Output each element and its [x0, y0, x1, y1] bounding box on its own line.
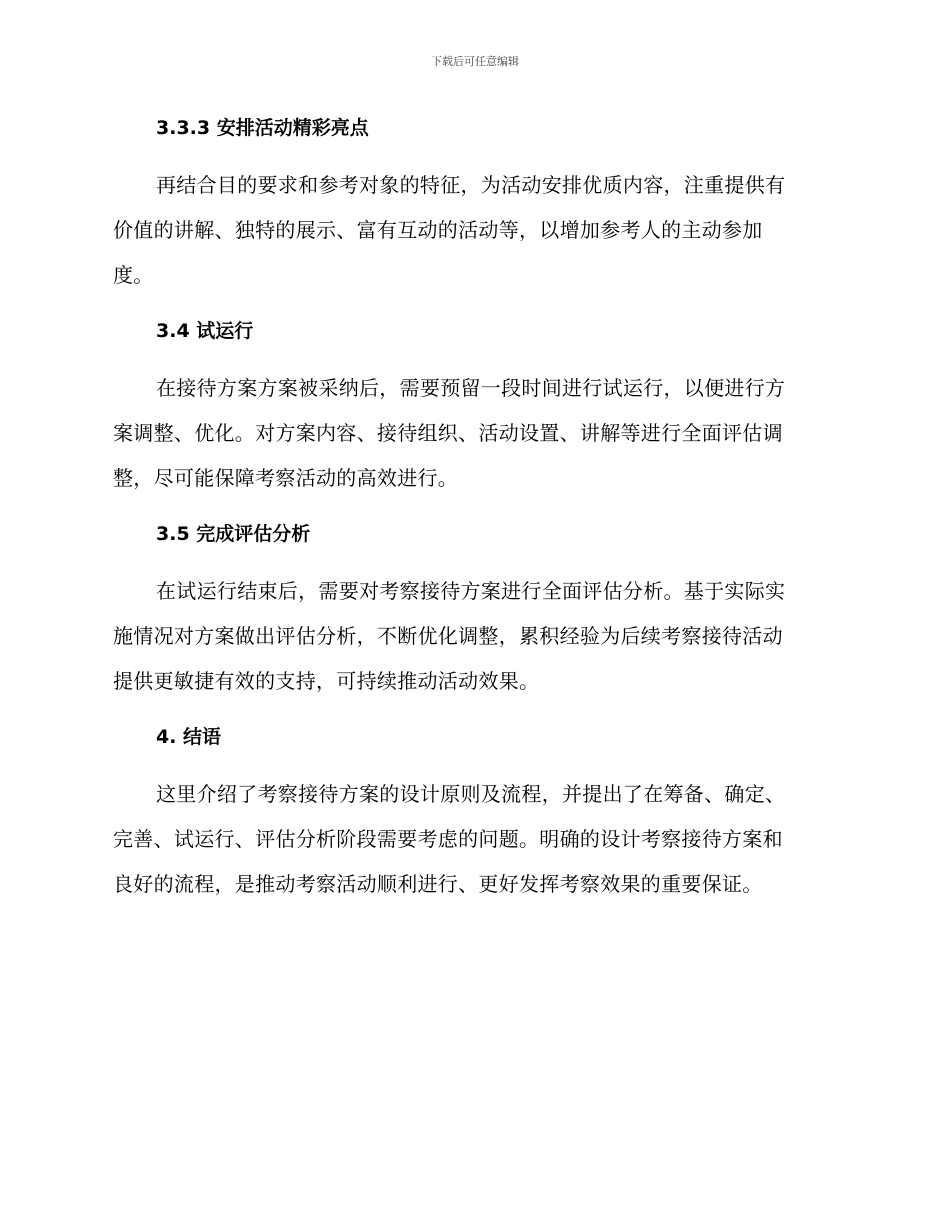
section-heading: 4. 结语	[156, 726, 222, 748]
paragraph-line: 在接待方案方案被采纳后，需要预留一段时间进行试运行，以便进行方	[156, 376, 786, 400]
section-paragraph	[113, 163, 833, 298]
section-heading: 3.5 完成评估分析	[156, 523, 311, 545]
section-paragraph	[113, 366, 833, 501]
paragraph-line: 度。	[113, 263, 154, 287]
section-heading: 3.4 试运行	[156, 320, 254, 342]
section-paragraph	[113, 772, 833, 907]
paragraph-line: 完善、试运行、评估分析阶段需要考虑的问题。明确的设计考察接待方案和	[113, 827, 783, 851]
section-paragraph	[113, 569, 833, 704]
page-header: 下载后可任意编辑	[431, 55, 519, 68]
paragraph-line: 再结合目的要求和参考对象的特征，为活动安排优质内容，注重提供有	[156, 173, 786, 197]
document-body	[113, 113, 833, 925]
paragraph-line: 在试运行结束后，需要对考察接待方案进行全面评估分析。基于实际实	[156, 579, 786, 603]
paragraph-line: 提供更敏捷有效的支持，可持续推动活动效果。	[113, 669, 540, 693]
paragraph-line: 良好的流程，是推动考察活动顺利进行、更好发挥考察效果的重要保证。	[113, 872, 763, 896]
paragraph-line: 这里介绍了考察接待方案的设计原则及流程，并提出了在筹备、确定、	[156, 782, 786, 806]
paragraph-line: 案调整、优化。对方案内容、接待组织、活动设置、讲解等进行全面评估调	[113, 421, 783, 445]
paragraph-line: 整，尽可能保障考察活动的高效进行。	[113, 466, 459, 490]
paragraph-line: 施情况对方案做出评估分析，不断优化调整，累积经验为后续考察接待活动	[113, 624, 783, 648]
paragraph-line: 价值的讲解、独特的展示、富有互动的活动等，以增加参考人的主动参加	[113, 218, 763, 242]
section-heading: 3.3.3 安排活动精彩亮点	[156, 117, 369, 139]
